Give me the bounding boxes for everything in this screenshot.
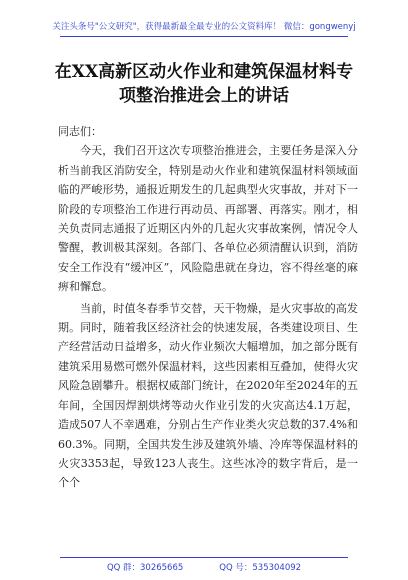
title-line-2: 项整治推进会上的讲话 (119, 86, 289, 106)
document-body (58, 122, 358, 495)
paragraph: 当前，时值冬春季节交替，天干物燥，是火灾事故的高发期。同时，随着我区经济社会的快速发展，各类建设项目、生产经营活动日益增多，动火作业频次大幅增加，加之部分既有建筑采用易燃可燃外保温材料，这些因素相互叠加，使得火灾风险急剧攀升。根据权威部门统计，在2020年至2024年的五年间，全国因焊割烘烤等动火作业引发的火灾高达4.1万起，造成507人不幸遇难，分别占生产作业类火灾总数的37.4%和60.3%。同期，全国共发生涉及建筑外墙、冷库等保温材料的火灾3353起，导致123人丧生。这些冰冷的数字背后，是一个个 (58, 301, 358, 490)
title-line-1: 在XX高新区动火作业和建筑保温材料专 (54, 62, 354, 82)
paragraph: 今天，我们召开这次专项整治推进会，主要任务是深入分析当前我区消防安全，特别是动火作业和建筑保温材料领域面临的严峻形势，通报近期发生的几起典型火灾事故，并对下一阶段的专项整治工作进行再动员、再部署、再落实。刚才，相关负责同志通报了近期区内外的几起火灾事故案例，情况令人警醒，教训极其深刻。各部门、各单位必须清醒认识到，消防安全工作没有“缓冲区”，风险隐患就在身边，容不得丝毫的麻痹和懈怠。 (58, 144, 358, 294)
header-divider (60, 36, 348, 37)
salutation: 同志们： (58, 125, 102, 138)
header-note: 关注头条号"公文研究"，获得最新最全最专业的公文资料库！ 微信：gongwenyj (52, 22, 356, 32)
footer-qq-number: QQ 号：535304092 (219, 563, 302, 573)
footer (0, 561, 408, 573)
footer-qq-group: QQ 群：30265665 (106, 563, 184, 573)
document-title (40, 60, 368, 108)
footer-divider (60, 557, 348, 558)
